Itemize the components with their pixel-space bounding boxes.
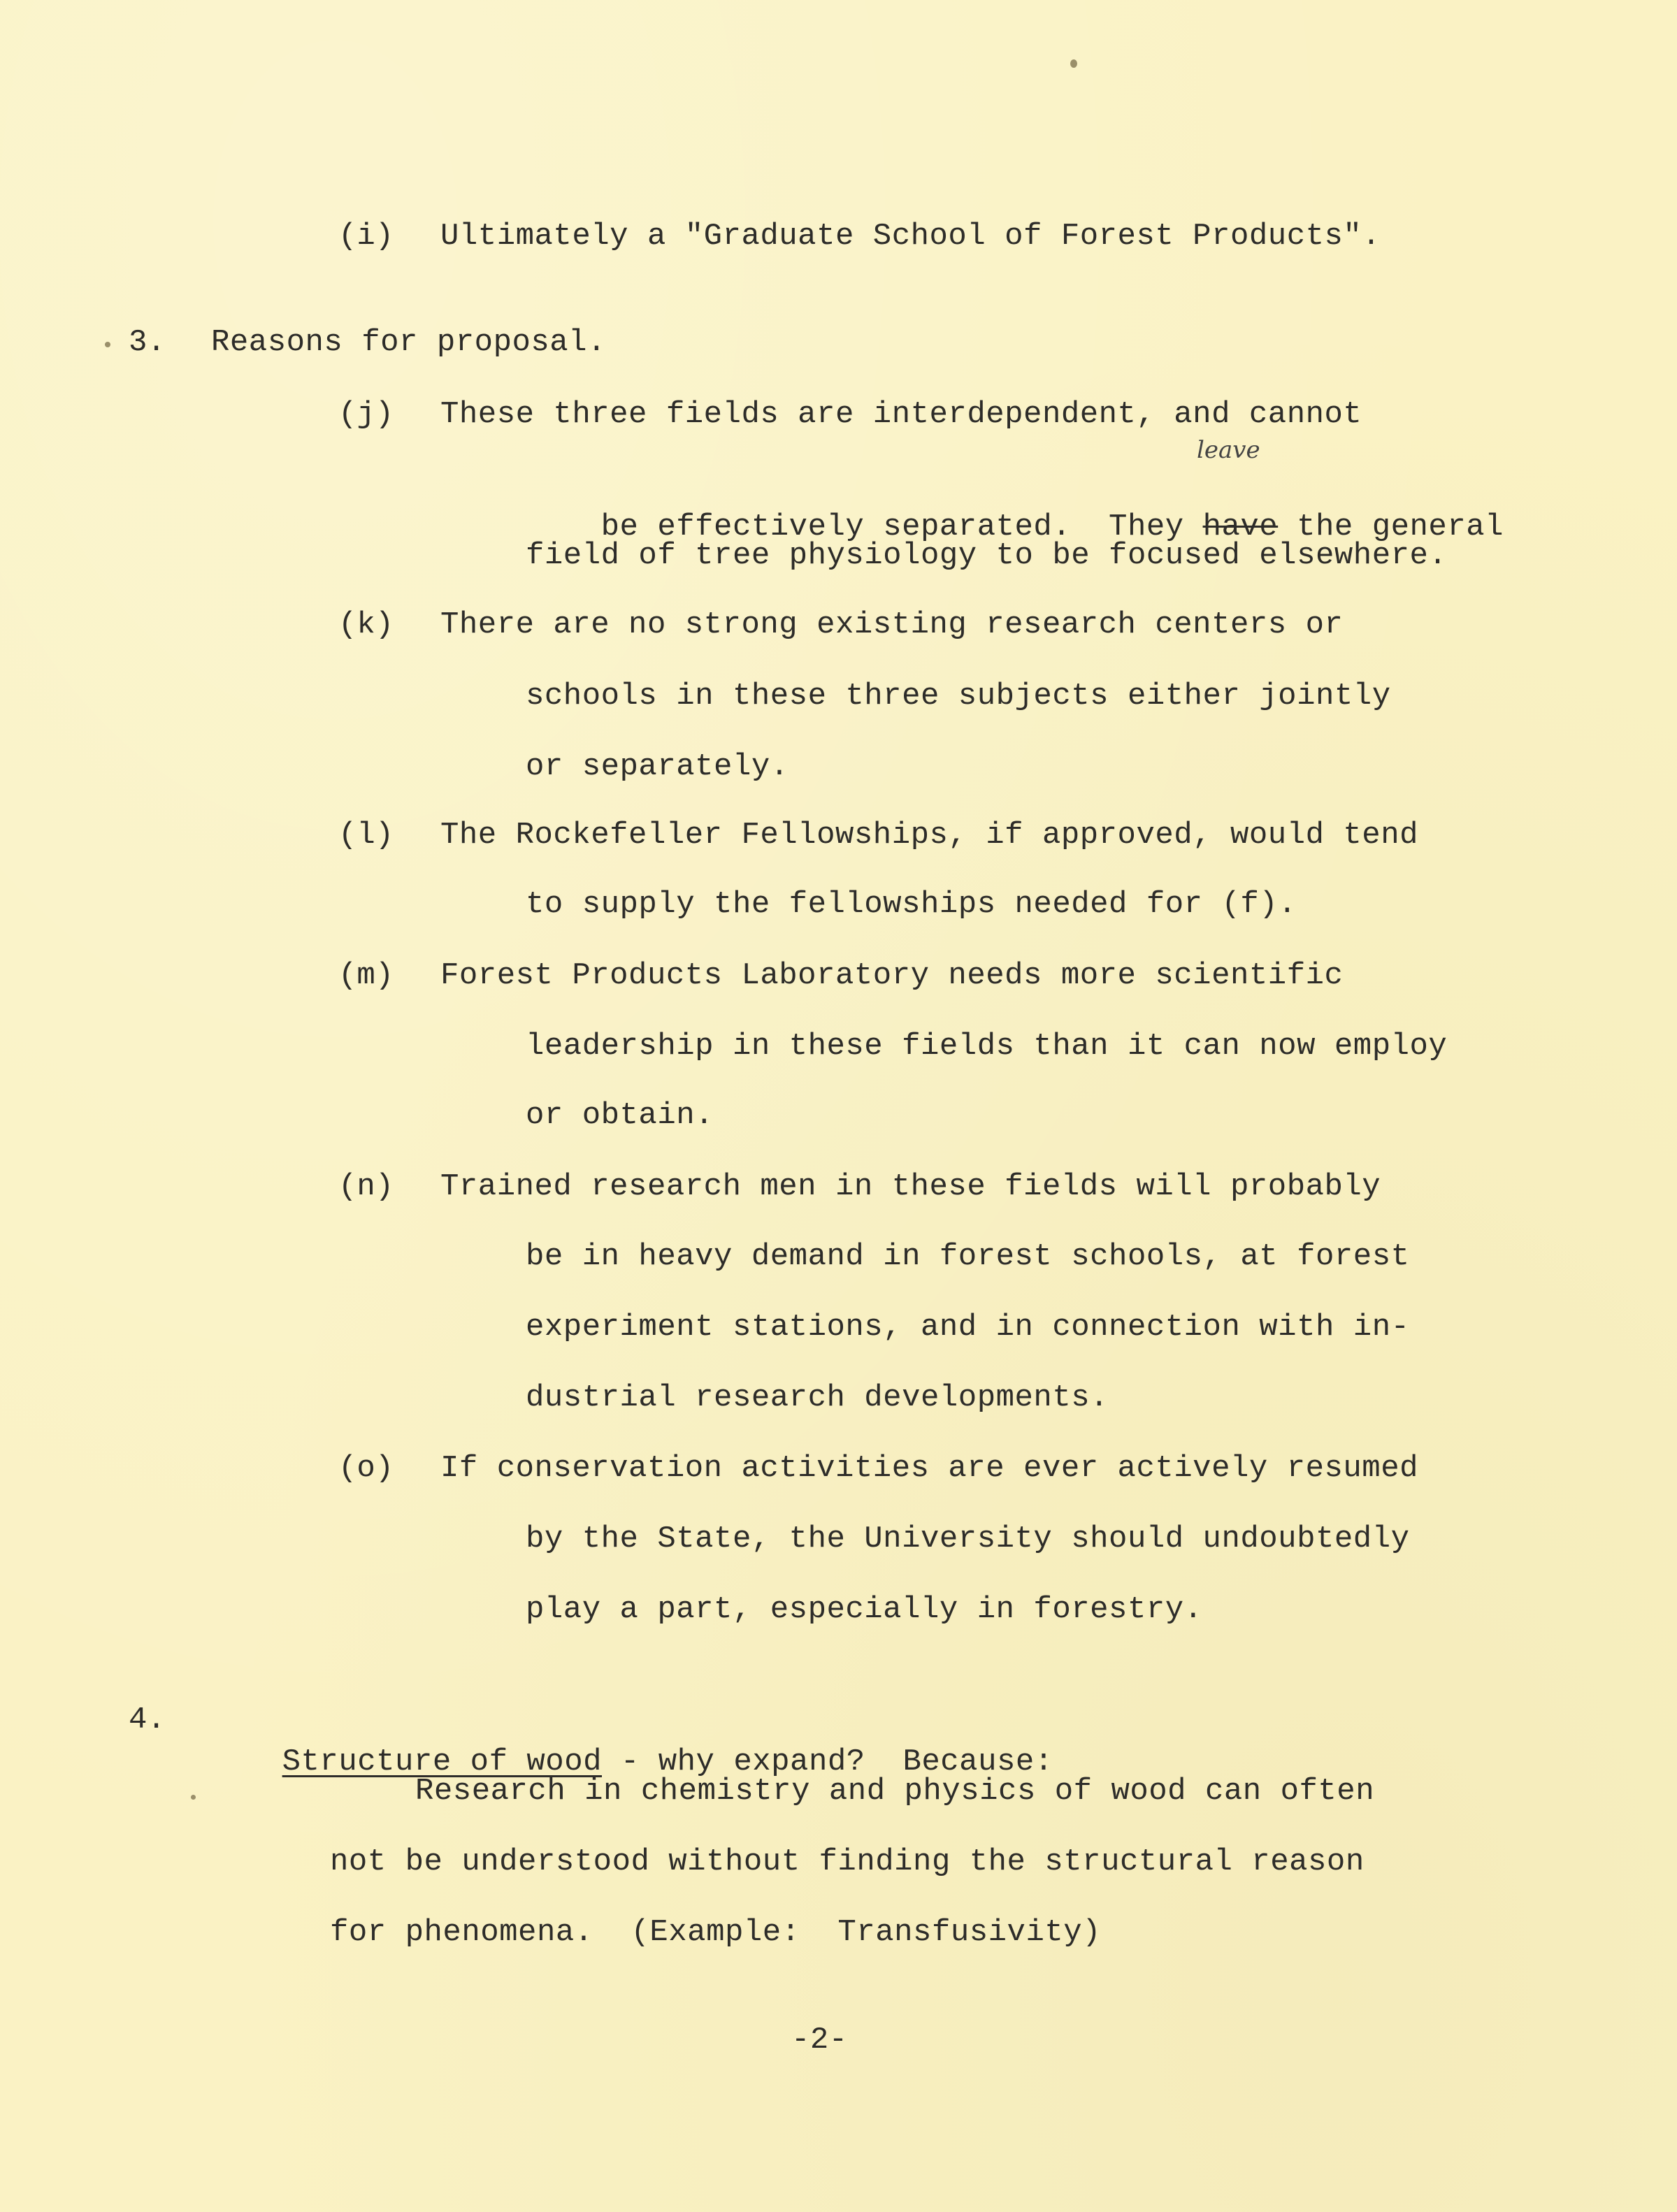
section-3-number: 3. (129, 325, 166, 360)
item-k-line-3: or separately. (526, 749, 789, 784)
item-j-line-1: These three fields are interdependent, and cannot (440, 397, 1362, 432)
section-4-number: 4. (129, 1703, 166, 1737)
item-n-label: (n) (338, 1169, 394, 1204)
item-j-line-2-start: be effectively separated. They (600, 509, 1203, 544)
margin-dot (105, 342, 110, 347)
item-n-line-4: dustrial research developments. (526, 1380, 1109, 1415)
section-4-heading-underlined: Structure of wood (282, 1744, 602, 1779)
item-l-line-2: to supply the fellowships needed for (f). (526, 887, 1297, 922)
item-i-label: (i) (338, 219, 394, 254)
section-4-para-line-1: Research in chemistry and physics of wood can often (415, 1774, 1375, 1809)
section-4-heading-rest: - why expand? Because: (602, 1744, 1053, 1779)
item-k-line-1: There are no strong existing research centers or (440, 607, 1344, 642)
handwritten-insertion: leave (1197, 436, 1260, 464)
section-4-para-line-2: not be understood without finding the structural reason (330, 1844, 1365, 1879)
item-m-label: (m) (338, 958, 394, 993)
item-o-line-3: play a part, especially in forestry. (526, 1592, 1203, 1627)
item-l-line-1: The Rockefeller Fellowships, if approved, would tend (440, 818, 1419, 853)
item-n-line-3: experiment stations, and in connection with in- (526, 1310, 1410, 1345)
item-m-line-3: or obtain. (526, 1098, 714, 1133)
item-j-line-2-end: the general (1278, 509, 1504, 544)
page-number: -2- (791, 2023, 848, 2058)
item-j-label: (j) (338, 397, 394, 432)
item-j-line-3: field of tree physiology to be focused elsewhere. (526, 538, 1448, 573)
item-j-line-2 (526, 464, 1504, 544)
paper-speck (1070, 59, 1077, 68)
item-m-line-1: Forest Products Laboratory needs more scientific (440, 958, 1344, 993)
section-3-heading: Reasons for proposal. (211, 325, 606, 360)
struck-word: have (1202, 509, 1279, 544)
item-l-label: (l) (338, 818, 394, 853)
margin-dot-2 (191, 1795, 196, 1800)
item-k-label: (k) (338, 607, 394, 642)
item-o-label: (o) (338, 1451, 394, 1486)
item-m-line-2: leadership in these fields than it can now employ (526, 1029, 1448, 1064)
section-4-heading (207, 1699, 1053, 1779)
item-o-line-1: If conservation activities are ever actively resumed (440, 1451, 1419, 1486)
item-n-line-2: be in heavy demand in forest schools, at forest (526, 1239, 1410, 1274)
item-i-text: Ultimately a "Graduate School of Forest Products". (440, 219, 1381, 254)
item-k-line-2: schools in these three subjects either jointly (526, 679, 1391, 714)
item-o-line-2: by the State, the University should undoubtedly (526, 1521, 1410, 1556)
item-n-line-1: Trained research men in these fields will probably (440, 1169, 1381, 1204)
section-4-para-line-3: for phenomena. (Example: Transfusivity) (330, 1915, 1102, 1950)
